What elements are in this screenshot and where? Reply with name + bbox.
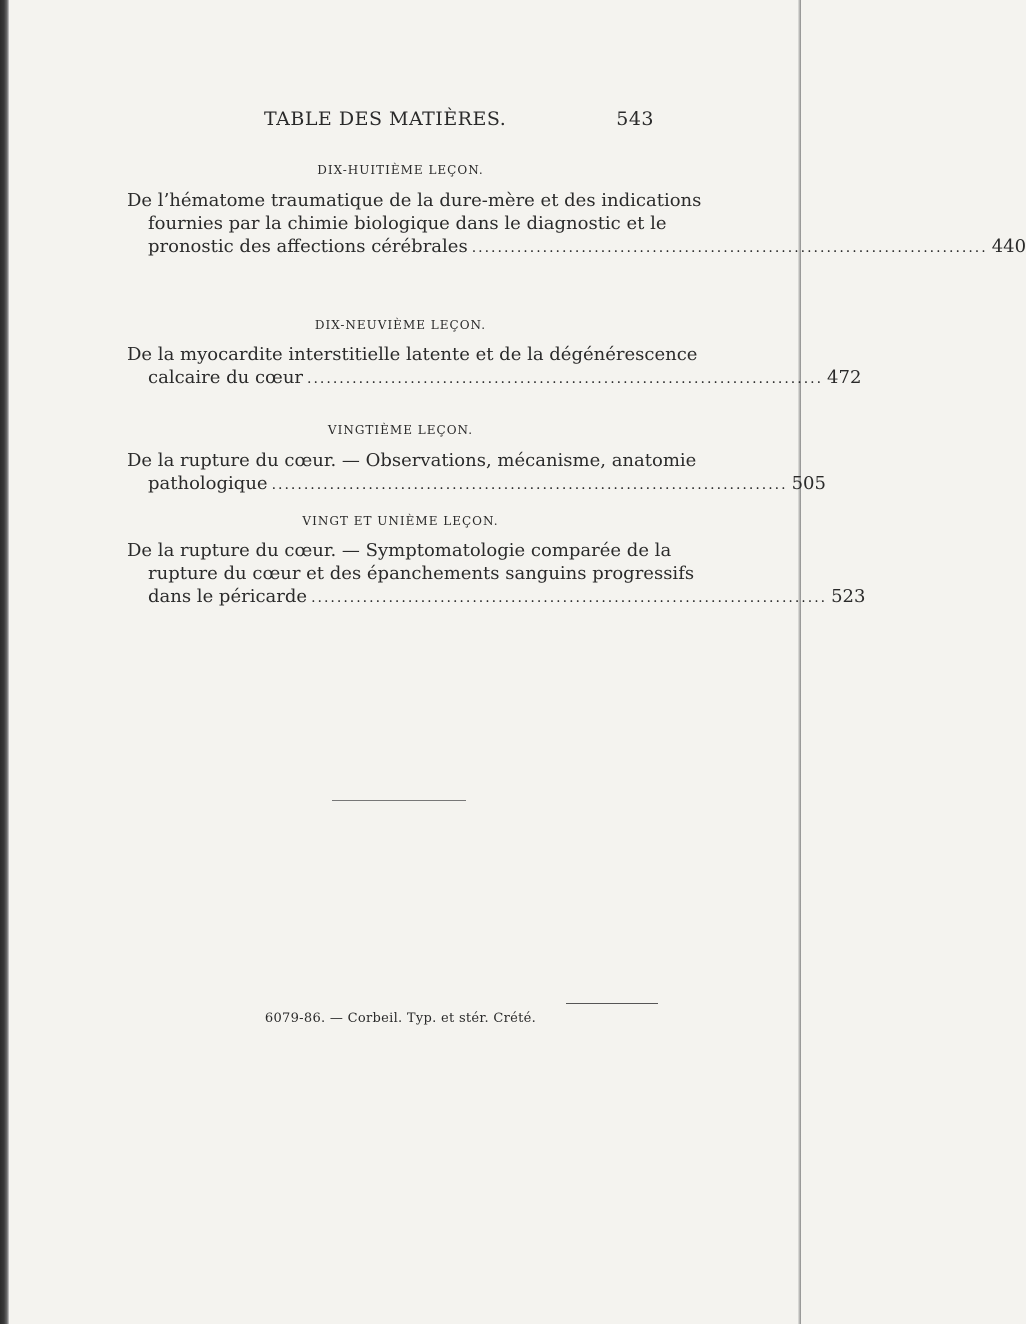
section-heading: VINGT ET UNIÈME LEÇON.	[302, 514, 499, 528]
page-edge	[798, 0, 801, 1324]
toc-entry	[127, 449, 826, 497]
end-rule	[332, 800, 466, 801]
entry-line: calcaire du cœur	[148, 367, 304, 388]
header-page-number: 543	[616, 108, 654, 130]
entry-line: De la rupture du cœur. — Observations, mécanisme, anatomie	[127, 450, 697, 471]
entry-line: rupture du cœur et des épanchements sanguins progressifs	[148, 563, 695, 584]
printer-imprint: 6079-86. — Corbeil. Typ. et stér. Crété.	[264, 1011, 537, 1026]
dot-leader: ................................................................................	[271, 477, 788, 493]
toc-entry	[127, 189, 1026, 260]
header-title: TABLE DES MATIÈRES.	[264, 108, 507, 130]
entry-page-number: 440	[991, 236, 1026, 257]
section-heading: DIX-HUITIÈME LEÇON.	[317, 163, 484, 177]
dot-leader: ................................................................................	[307, 371, 824, 387]
entry-page-number: 505	[791, 473, 826, 494]
entry-page-number: 523	[831, 586, 866, 607]
section-heading: DIX-NEUVIÈME LEÇON.	[314, 318, 487, 332]
entry-line: De l’hématome traumatique de la dure-mère et des indications	[127, 190, 702, 211]
toc-entry	[127, 343, 862, 391]
toc-entry	[127, 539, 866, 610]
entry-page-number: 472	[827, 367, 862, 388]
entry-last-line	[127, 472, 826, 497]
entry-last-line	[127, 235, 1026, 260]
entry-line: pronostic des affections cérébrales	[148, 236, 468, 257]
entry-line: pathologique	[148, 473, 268, 494]
entry-last-line	[127, 366, 862, 391]
book-spine-shadow	[0, 0, 9, 1324]
dot-leader: ................................................................................	[311, 590, 828, 606]
entry-line: De la rupture du cœur. — Symptomatologie comparée de la	[127, 540, 672, 561]
entry-last-line	[127, 585, 866, 610]
imprint-underline	[566, 1003, 658, 1004]
dot-leader: ................................................................................	[471, 240, 988, 256]
running-header	[264, 108, 654, 138]
section-heading: VINGTIÈME LEÇON.	[327, 423, 474, 437]
entry-line: dans le péricarde	[148, 586, 308, 607]
entry-line: fournies par la chimie biologique dans le diagnostic et le	[148, 213, 667, 234]
entry-line: De la myocardite interstitielle latente et de la dégénérescence	[127, 344, 698, 365]
